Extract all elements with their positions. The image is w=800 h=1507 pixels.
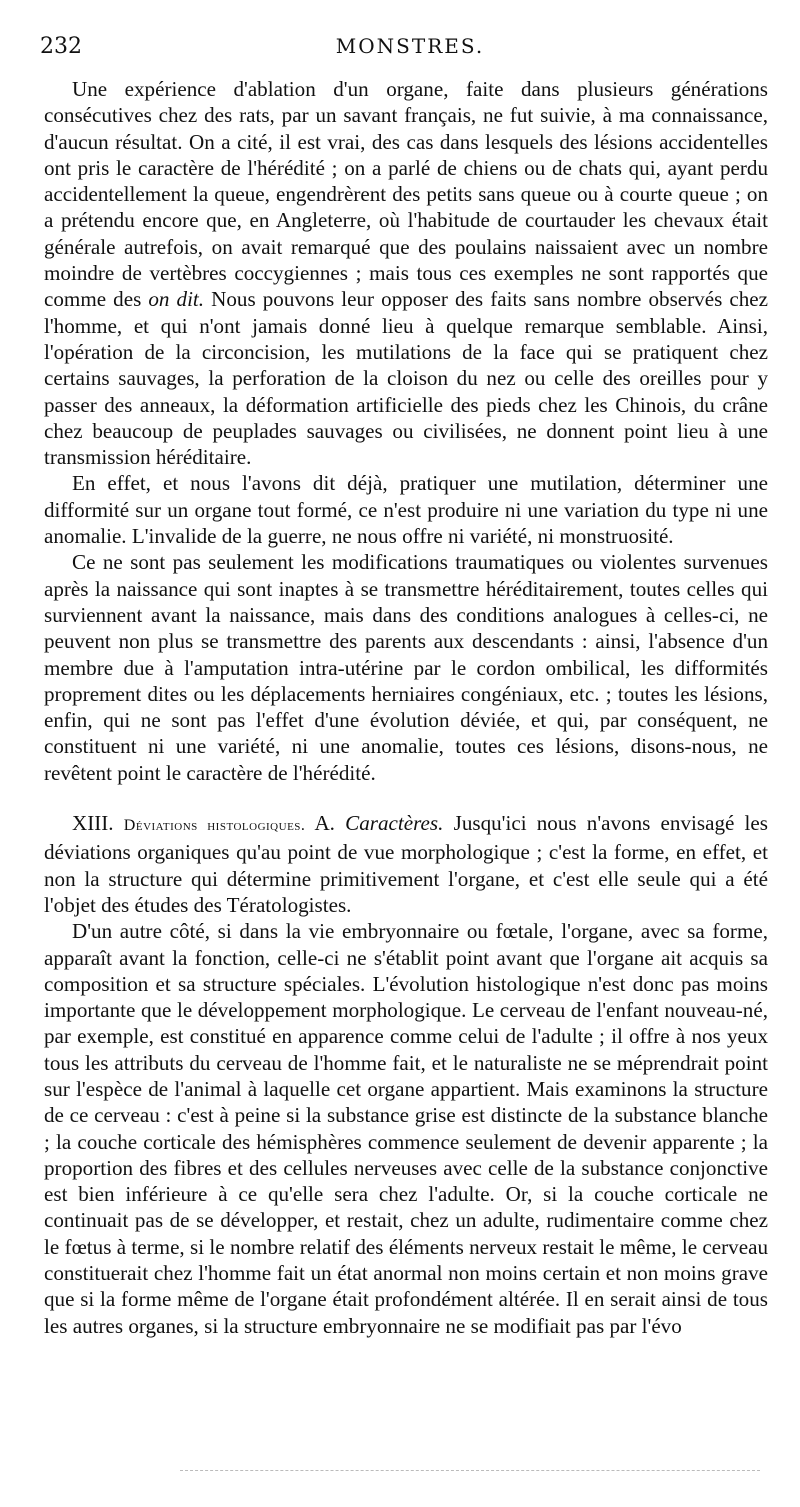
section-heading-paragraph: [44, 810, 768, 918]
page-number: 232: [40, 34, 82, 59]
paragraph: D'un autre côté, si dans la vie embryonnaire ou fœtale, l'organe, avec sa forme, apparaît avant la fonction, celle-ci ne s'établit point avant que l'organe ait acquis sa composition et sa structure spéciales. L'évolution histologique n'est donc pas moins importante que le développement morphologique. Le cerveau de l'enfant nouveau-né, par exemple, est constitué en apparence comme celui de l'adulte ; il offre à nos yeux tous les attributs du cerveau de l'homme fait, et le naturaliste ne se méprendrait point sur l'espèce de l'animal à laquelle cet organe appartient. Mais examinons la structure de ce cerveau : c'est à peine si la substance grise est distincte de la substance blanche ; la couche corticale des hémisphères commence seulement de devenir apparente ; la proportion des fibres et des cellules nerveuses avec celle de la substance conjonctive est bien inférieure à ce qu'elle sera chez l'adulte. Or, si la couche corticale ne continuait pas de se développer, et restait, chez un adulte, rudimentaire comme chez le fœtus à terme, si le nombre relatif des éléments nerveux restait le même, le cerveau constituerait chez l'homme fait un état anormal non moins certain et non moins grave que si la forme même de l'organe était profondément altérée. Il en serait ainsi de tous les autres organes, si la structure embryonnaire ne se modifiait pas par l'évo: [44, 919, 768, 1338]
paragraph-text: Jusqu'ici nous n'avons envisagé les déviations organiques qu'au point de vue morphologique ; c'est la forme, en effet, et non la structure qui détermine primitivement l'organe, et c'est elle seule qui a été l'objet des études des Tératologistes.: [44, 811, 768, 917]
body-text: [44, 76, 768, 1339]
paragraph: En effet, et nous l'avons dit déjà, pratiquer une mutilation, déterminer une difformité sur un organe tout formé, ce n'est produire ni une variation du type ni une anomalie. L'invalide de la guerre, ne nous offre ni variété, ni monstruosité.: [44, 471, 768, 549]
running-title: MONSTRES.: [335, 34, 485, 58]
section-title: Déviations histologiques.: [123, 817, 306, 835]
paragraph: [44, 76, 768, 470]
page-header: [40, 34, 780, 68]
subsection-title: Caractères.: [345, 811, 444, 836]
italic-phrase: on dit.: [148, 287, 205, 312]
paragraph-text: Nous pouvons leur opposer des faits sans nombre observés chez l'homme, et qui n'ont jamais donné lieu à quelque remarque semblable. Ainsi, l'opération de la circoncision, les mutilations de la face qui se pratiquent chez certains sauvages, la perforation de la cloison du nez ou celle des oreilles pour y passer des anneaux, la déformation artificielle des pieds chez les Chinois, du crâne chez beaucoup de peuplades sauvages ou civilisées, ne donnent point lieu à une transmission héréditaire.: [44, 287, 768, 470]
subsection-letter: A.: [314, 811, 335, 836]
bottom-rule: [180, 1470, 760, 1471]
section-gap: [44, 786, 768, 810]
section-number: XIII.: [72, 811, 114, 836]
paragraph: Ce ne sont pas seulement les modifications traumatiques ou violentes survenues après la naissance qui sont inaptes à se transmettre héréditairement, toutes celles qui surviennent avant la naissance, mais dans des conditions analogues à celles-ci, ne peuvent non plus se transmettre des parents aux descendants : ainsi, l'absence d'un membre due à l'amputation intra-utérine par le cordon ombilical, les difformités proprement dites ou les déplacements herniaires congéniaux, etc. ; toutes les lésions, enfin, qui ne sont pas l'effet d'une évolution déviée, et qui, par conséquent, ne constituent ni une variété, ni une anomalie, toutes ces lésions, disons-nous, ne revêtent point le caractère de l'hérédité.: [44, 550, 768, 785]
paragraph-text: Une expérience d'ablation d'un organe, faite dans plusieurs générations consécutives chez des rats, par un savant français, ne fut suivie, à ma connaissance, d'aucun résultat. On a cité, il est vrai, des cas dans lesquels des lésions accidentelles ont pris le caractère de l'hérédité ; on a parlé de chiens ou de chats qui, ayant perdu accidentellement la queue, engendrèrent des petits sans queue ou à courte queue ; on a prétendu encore que, en Angleterre, où l'habitude de courtauder les chevaux était générale autrefois, on avait remarqué que des poulains naissaient avec un nombre moindre de vertèbres coccygiennes ; mais tous ces exemples ne sont rapportés que comme des: [44, 77, 768, 312]
